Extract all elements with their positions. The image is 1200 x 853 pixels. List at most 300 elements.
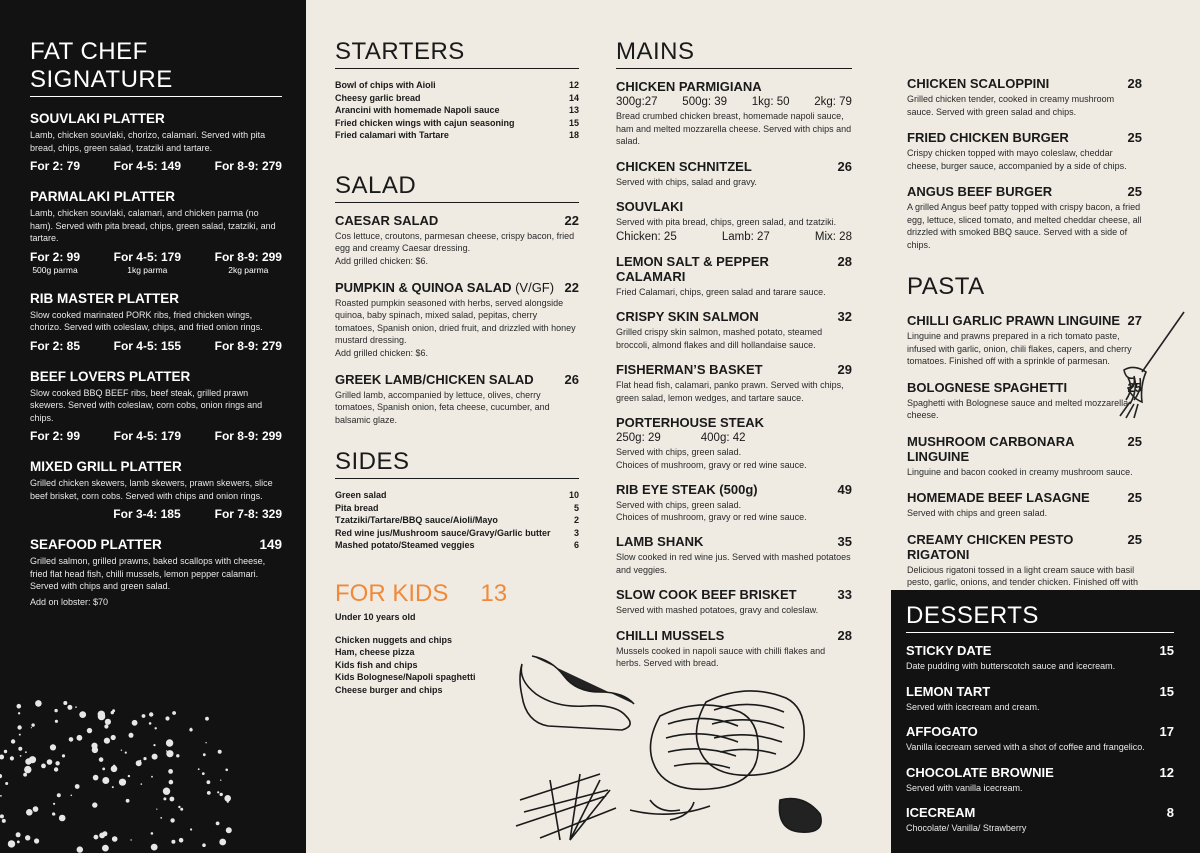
starters-item-name: Cheesy garlic bread [335,92,421,103]
platter-price-label: For 2: 99 [30,249,81,264]
starters-title: STARTERS [335,38,579,69]
splatter-dot [26,809,33,816]
pasta-item [907,313,1142,368]
splatter-dot [17,725,21,729]
item-name [907,490,1090,505]
item-price: 15 [1159,683,1174,699]
splatter-dot [112,836,118,842]
item-price-option: Mix: 28 [814,230,852,243]
item-price: 12 [1159,764,1174,780]
platter-prices [30,339,282,353]
splatter-dot [143,757,146,760]
platter-price-option [215,159,282,173]
splatter-dot [176,754,179,757]
kids-header [335,580,579,608]
splatter-dot [57,793,61,797]
item-description: Linguine and prawns prepared in a rich tomato paste, infused with garlic, onion, chili flakes, capers, and cherry tomatoes. Finished off with a sprinkle of parmesan. [907,331,1132,366]
splatter-dot [155,727,157,729]
splatter-dot [62,754,65,757]
mains-item [616,159,852,189]
item-description: Slow cooked in red wine jus. Served with mashed potatoes and veggies. [616,552,851,575]
splatter-dot [8,840,15,847]
item-title: LEMON TART [906,683,991,699]
starters-list [335,79,579,142]
splatter-dot [52,812,55,815]
item-title: LEMON SALT & PEPPER CALAMARI [616,253,769,284]
sides-item-price: 2 [573,515,579,525]
item-title: CHILLI GARLIC PRAWN LINGUINE [907,313,1121,328]
item-title: FISHERMAN’S BASKET [616,362,763,377]
splatter-dot [20,755,22,757]
item-name-row [907,434,1142,464]
item-price-option: Chicken: 25 [616,230,677,243]
mains-item [616,415,852,471]
item-description: Delicious rigatoni tossed in a light cream sauce with basil pesto, garlic, onions, and tender chicken. Finished off with [907,564,1138,587]
mains-continued-list [907,76,1142,251]
item-title: STICKY DATE [906,643,992,658]
item-price: 25 [1127,130,1142,145]
desserts-list [906,643,1174,835]
platter-name [30,369,282,384]
platter-title: RIB MASTER PLATTER [30,290,179,306]
salad-list [335,213,579,427]
splatter-dot [163,788,170,795]
splatter-dot [227,801,229,803]
item-title: HOMEMADE BEEF LASAGNE [907,490,1090,505]
desserts-panel [891,590,1200,853]
mains-item [616,254,852,299]
item-title: CHILLI MUSSELS [616,627,725,643]
salad-item [335,372,579,427]
item-name-row [616,362,852,377]
platter-list [30,111,282,608]
mains-item [616,587,852,617]
splatter-dot [111,711,114,714]
splatter-dot [35,700,42,707]
item-description: Served with mashed potatoes, gravy and coleslaw. [616,605,819,615]
item-price-options [616,231,852,243]
item-extra: Choices of mushroom, gravy or red wine sauce. [616,459,807,470]
platter-price-label: For 7-8: 329 [214,507,282,521]
mains-item [616,534,852,576]
starters-item-price: 12 [568,80,579,90]
item-title: FRIED CHICKEN BURGER [907,130,1069,145]
splatter-dot [132,720,138,726]
item-name [616,254,838,284]
splatter-dot [41,764,46,769]
splatter-dot [50,744,56,750]
item-name [335,280,554,295]
kids-title: FOR KIDS [335,579,449,607]
splatter-dot [149,722,152,725]
pasta-item [907,434,1142,479]
splatter-dot [225,769,228,772]
splatter-dot [111,735,116,740]
platter-item [30,291,282,353]
starters-row [335,92,579,105]
splatter-dot [121,750,122,751]
item-description: Grilled lamb, accompanied by lettuce, olives, cherry tomatoes, Spanish onion, feta cheese, cucumber, and balsamic glaze. [335,389,550,425]
kids-subtitle: Under 10 years old [335,611,416,622]
sides-item-price: 5 [573,502,579,513]
platter-prices [30,159,282,173]
platter-description: Slow cooked marinated PORK ribs, fried chicken wings, chorizo. Served with coleslaw, chips, and fried onion rings. [30,309,263,332]
starters-item-price: 14 [568,92,579,103]
item-title: ICECREAM [906,805,976,820]
item-name-row [907,130,1142,145]
salad-item [335,213,579,267]
splatter-dot [59,815,66,822]
item-price: 28 [837,253,852,269]
item-title: CHICKEN SCALOPPINI [907,76,1050,91]
splatter-dot [217,791,219,793]
item-name-row [906,724,1174,739]
splatter-dot [171,840,175,844]
splatter-dot [216,822,220,826]
splatter-dot [19,734,21,736]
item-description: Grilled chicken tender, cooked in creamy mushroom sauce. Served with green salad and chips. [907,94,1115,117]
kids-item: Ham, cheese pizza [335,647,415,657]
platter-item [30,111,282,173]
item-name-row [906,805,1174,820]
platter-price-option [215,429,282,443]
item-name-row [616,79,852,94]
platter-title: PARMALAKI PLATTER [30,189,175,204]
splatter-dot [205,717,209,721]
splatter-dot [104,738,110,744]
splatter-dot [102,845,109,852]
splatter-dot [152,754,158,760]
item-price: 26 [837,158,852,174]
item-name-row [616,482,852,497]
splatter-dot [55,720,58,723]
mains2-item [907,130,1142,172]
item-price: 28 [837,627,852,643]
mains-item [616,79,852,148]
splatter-dot [165,716,169,720]
item-description: Grilled crispy skin salmon, mashed potato, steamed broccoli, almond flakes and dill hollandaise sauce. [616,327,823,350]
item-price-option: 400g: 42 [700,432,746,444]
item-name-row [616,199,852,214]
item-name [907,434,1128,464]
item-description: Served with icecream and cream. [906,701,1040,712]
platter-prices [30,429,282,443]
kids-row [335,634,579,647]
item-title: PORTERHOUSE STEAK [616,415,765,430]
splatter-dot [69,737,74,742]
platter-price-sub: 500g parma [32,264,78,275]
splatter-dot [180,808,183,811]
sides-row [335,502,579,515]
item-extra: Add grilled chicken: $6. [335,255,429,266]
mains2-item [907,76,1142,118]
item-description: A grilled Angus beef patty topped with crispy bacon, a fried egg, lettuce, sliced tomato, and melted cheddar cheese, all drizzled with smoked BBQ sauce. Served with a side of chips. [907,202,1142,250]
splatter-dot [172,711,176,715]
platter-price-label: For 8-9: 279 [214,338,282,353]
splatter-dot [18,747,22,751]
splatter-dot [18,712,20,714]
splatter-dot [218,750,222,754]
splatter-dot [202,843,206,847]
column-starters [335,38,579,696]
splatter-dot [220,780,221,781]
platter-price-label: For 4-5: 179 [113,249,181,264]
item-name-row [907,76,1142,91]
platter-price-sub: 1kg parma [127,264,168,275]
platter-price-option [30,339,80,353]
starters-row [335,79,579,92]
platter-price-option [215,339,282,353]
item-name [906,643,991,658]
splatter-dot [151,776,153,778]
platter-price-label: For 3-4: 185 [113,507,181,521]
sides-item-name: Pita bread [335,502,379,513]
platter-title: SOUVLAKI PLATTER [30,111,165,126]
kids-item: Kids Bolognese/Napoli spaghetti [335,672,476,682]
platter-price-label: For 8-9: 299 [214,429,282,443]
splatter-dot [169,780,174,785]
splatter-dot [149,712,153,716]
platter-price-option [215,250,282,275]
item-price: 25 [1127,490,1142,505]
splatter-dot [25,835,30,840]
item-price: 17 [1159,724,1174,739]
splatter-dot [207,791,211,795]
splatter-dot [77,846,83,852]
sides-list [335,489,579,552]
splatter-dot [102,768,105,771]
item-title: CHICKEN PARMIGIANA [616,79,762,94]
item-price: 28 [1127,76,1142,91]
platter-price-label: For 2: 85 [30,338,81,353]
signature-panel [0,0,306,853]
item-name [616,482,758,497]
item-price: 27 [1127,313,1142,328]
splatter-dot [219,839,226,846]
item-title: CHICKEN SCHNITZEL [616,158,752,174]
item-price: 32 [837,309,852,324]
splatter-dot [55,761,59,765]
splatter-dot [77,735,83,741]
kids-item: Kids fish and chips [335,659,418,670]
platter-name [30,111,282,126]
salad-title: SALAD [335,172,579,203]
platter-price-option [114,250,181,275]
item-description: Served with chips, green salad. [616,447,742,457]
item-title: SOUVLAKI [616,199,684,214]
item-description: Mussels cooked in napoli sauce with chilli flakes and herbs. Served with bread. [616,645,826,668]
splatter-dot [17,841,20,844]
item-name-row [616,415,852,430]
splatter-dot [112,767,117,772]
splatter-dot [17,704,22,709]
item-name [907,313,1120,328]
item-name [907,130,1069,145]
item-name [906,805,975,820]
splatter-dot [92,747,98,753]
platter-price-option [113,507,180,521]
item-name-row [907,313,1142,328]
splatter-dot [226,827,232,833]
splatter-dot [0,795,2,797]
item-name [907,184,1052,199]
item-description: Served with vanilla icecream. [906,782,1023,793]
starters-item-name: Fried calamari with Tartare [335,130,449,140]
item-price-option: Lamb: 27 [721,230,770,243]
splatter-dot [170,818,174,822]
item-title: SLOW COOK BEEF BRISKET [616,587,797,602]
item-description: Crispy chicken topped with mayo coleslaw, cheddar cheese, burger sauce, accompanied by a side of chips. [907,148,1127,171]
item-title: AFFOGATO [906,724,978,739]
pasta-item [907,380,1142,422]
starters-item-name: Arancini with homemade Napoli sauce [335,105,500,115]
sides-item-name: Red wine jus/Mushroom sauce/Gravy/Garlic butter [335,527,551,538]
item-description: Flat head fish, calamari, panko prawn. Served with chips, green salad, lemon wedges, and tartare sauce. [616,380,844,403]
splatter-dot [2,819,6,823]
item-price: 15 [1159,643,1174,658]
item-description: Spaghetti with Bolognese sauce and melted mozzarella cheese. [907,397,1129,420]
item-name [616,415,764,430]
kids-item: Chicken nuggets and chips [335,634,453,645]
splatter-dot [105,719,111,725]
platter-name [30,291,282,306]
pasta-list [907,313,1142,601]
item-name [616,628,724,643]
splatter-dot [10,756,14,760]
item-price-option: 250g: 29 [616,432,661,444]
item-name-row [907,532,1142,562]
platter-item [30,459,282,521]
splatter-dot [63,701,67,705]
desserts-item [906,765,1174,795]
starters-row [335,129,579,142]
item-name-row [907,184,1142,199]
item-name [335,213,438,228]
platter-price-option [215,507,282,521]
splatter-dot [71,795,73,797]
splatter-dot [160,817,162,819]
item-price-options [616,432,852,444]
sides-item-name: Green salad [335,490,387,500]
item-name [907,76,1049,91]
sides-row [335,514,579,527]
sides-item-price: 10 [568,490,579,500]
splatter-dot [75,706,77,708]
desserts-title: DESSERTS [906,602,1174,633]
platter-price-option [114,339,181,353]
mains-item [616,199,852,243]
splatter-dot [51,761,52,762]
item-title: MUSHROOM CARBONARA LINGUINE [907,433,1075,464]
item-description: Served with chips, salad and gravy. [616,176,757,187]
item-title: BOLOGNESE SPAGHETTI [907,379,1068,395]
platter-name [30,189,282,204]
item-name [907,532,1128,562]
starters-row [335,104,579,117]
platter-name [30,537,282,552]
splatter-dot [129,733,134,738]
splatter-dot [33,806,39,812]
item-price: 35 [837,534,852,549]
item-name-row [906,643,1174,658]
splatter-dot [166,750,173,757]
platter-price-option [114,429,181,443]
splatter-dot [104,724,108,728]
item-title: CRISPY SKIN SALMON [616,309,759,324]
item-name-row [616,534,852,549]
item-name [616,79,762,94]
gravy-boat-illustration [520,664,630,730]
item-description: Date pudding with butterscotch sauce and icecream. [906,661,1116,671]
column-mains-continued [907,76,1142,613]
column-mains [616,38,852,681]
item-price: 26 [564,371,579,387]
splatter-dot [11,739,15,743]
mains-item [616,362,852,404]
platter-description: Grilled salmon, grilled prawns, baked scallops with cheese, fried flat head fish, chilli mussels, lemon pepper calamari. Served with chips and green salad. [30,556,266,591]
platter-price-label: For 2: 99 [30,429,81,443]
platter-name [30,459,282,474]
item-price-option: 500g: 39 [682,96,728,108]
splatter-dot [92,802,97,807]
item-description: Cos lettuce, croutons, parmesan cheese, crispy bacon, fried egg and creamy Caesar dressing. [335,230,575,253]
item-name-row [616,309,852,324]
item-price: 29 [837,362,852,377]
item-name-row [907,380,1142,395]
item-price: 25 [1127,184,1142,199]
item-name [616,309,759,324]
sides-item-name: Mashed potato/Steamed veggies [335,540,475,550]
item-name [907,380,1067,395]
platter-price-option [30,250,80,275]
splatter-dot [139,760,141,762]
splatter-dot [130,839,131,840]
salad-item [335,280,579,359]
splatter-dot [105,832,107,834]
splatter-dot [220,793,223,796]
splatter-dot [163,797,166,800]
splatter-dot [179,838,184,843]
platter-description: Lamb, chicken souvlaki, chorizo, calamari. Served with pita bread, chips, green salad, tzatziki and tartare. [30,130,266,153]
splatter-dot [128,775,130,777]
item-title: LAMB SHANK [616,534,704,549]
platter-price: 149 [259,537,282,552]
starters-item-price: 13 [568,105,579,115]
item-title: CHOCOLATE BROWNIE [906,764,1054,780]
splatter-dot [178,806,180,808]
fries-illustration [516,774,616,840]
splatter-dot [29,756,36,763]
splatter-dot [112,786,114,788]
splatter-dot [207,780,211,784]
item-price-option: 2kg: 79 [814,96,852,108]
item-name [616,199,683,214]
item-description: Served with chips and green salad. [907,508,1048,518]
item-name-row [616,159,852,174]
starters-row [335,117,579,130]
starters-item-price: 15 [568,117,579,128]
item-name [906,684,990,699]
splatter-dot [168,769,173,774]
item-name [616,587,797,602]
splatter-dot [224,795,231,802]
item-name-row [907,490,1142,505]
splatter-dot [142,714,146,718]
platter-extra: Add on lobster: $70 [30,596,109,607]
splatter-dot [113,765,116,768]
pasta-fork-illustration [1108,308,1188,420]
splatter-dot [31,723,34,726]
